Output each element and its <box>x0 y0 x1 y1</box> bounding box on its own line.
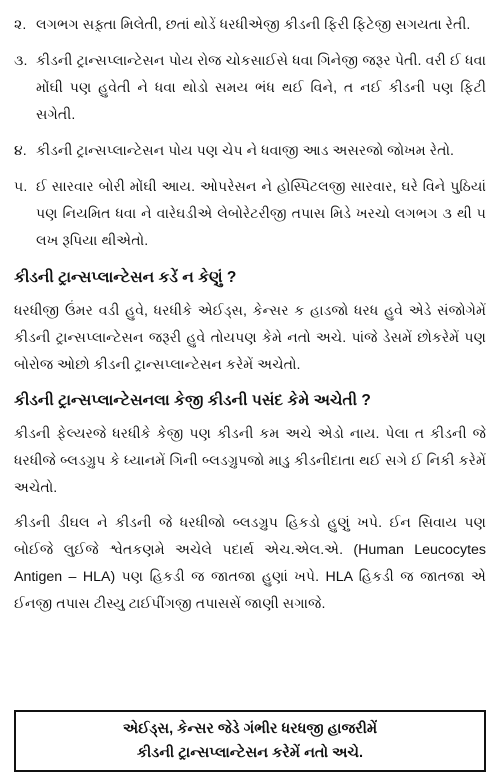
list-item-text: કીડની ટ્રાન્સપ્લાન્ટેસન પોય રોજ ચોકસાઈસે ધવા ગિનેજી જરૂર પેતી. વરી ઈ ધવા મોંઘી પણ હુવેતી ને ધવા થોડો સમય ભંધ થઈ વિને, ત નઈ કીડની પણ ફિટી સગેતી. <box>36 53 486 123</box>
section-paragraph: ધરધીજી ઉંમર વડી હુવે, ધરધીકે એઈડ્સ, કેન્સર ક હાડજો ધરધ હુવે એડે સંજોગેમેં કીડની ટ્રાન્સપ્લાન્ટેસન જરૂરી હુવે તોયપણ કેમે નતો અચે. પાંજે ડેસમેં છોકરેમેં પણ બોરોજ ઓછો કીડની ટ્રાન્સપ્લાન્ટેસન કરેમેં અચેતો. <box>14 303 486 373</box>
list-item <box>14 12 486 39</box>
section-heading-when-not-transplant: કીડની ટ્રાન્સપ્લાન્ટેસન કડેં ન કેણું ? <box>14 269 237 286</box>
list-item-number: ૫. <box>14 179 28 195</box>
callout-line: કીડની ટ્રાન્સપ્લાન્ટેસન કરેમેં નતો અચે. <box>136 745 364 761</box>
list-item-text: ઈ સારવાર બોરી મોંઘી આય. ઓપરેસન ને હોસ્પિટલજી સારવાર, ઘરે વિને પુઠિયાં પણ નિયમિત ધવા ને વારેઘડીએ લેબોરેટરીજી તપાસ મિડે ખરચો લગભગ ૩ થી ૫ લખ રૂપિયા થીએતો. <box>36 179 486 249</box>
section-paragraph: કીડની ફેલ્યરજે ધરધીકે કેજી પણ કીડની કમ અચે એડો નાય. પેલા ત કીડની જે ધરધીજે બ્લડગ્રુપ કે ધ્યાનમેં ગિની બ્લડગ્રુપજો માડુ કીડનીદાતા થઈ સગે ઈ નિકી કરેમેં અચેતો. <box>14 426 486 496</box>
list-item-number: ૪. <box>14 143 27 159</box>
list-item <box>14 174 486 255</box>
list-item <box>14 138 486 165</box>
section-heading-kidney-selection: કીડની ટ્રાન્સપ્લાન્ટેસનલા કેજી કીડની પસંદ કેમે અચેતી ? <box>14 392 371 409</box>
callout-box <box>14 710 486 772</box>
list-item-number: ૨. <box>14 17 27 33</box>
list-item <box>14 48 486 129</box>
callout-line: એઈડ્સ, કેન્સર જેડે ગંભીર ધરધજી હાજરીમેં <box>122 721 378 737</box>
list-item-number: ૩. <box>14 53 28 69</box>
list-item-text: કીડની ટ્રાન્સપ્લાન્ટેસન પોય પણ ચેપ ને ધવાજી આડ અસરજો જોખમ રેતો. <box>36 143 454 159</box>
disadvantages-list <box>14 12 486 255</box>
section-paragraph: કીડની ડીઘલ ને કીડની જે ધરધીજો બ્લડગ્રુપ હિકડો હુણું ખપે. ઈન સિવાય પણ બોઈજે લુઈજે શ્વેતકણમે અચેલે પદાર્થ એચ.એલ.એ. (Human Leucocytes Antigen – HLA) પણ હિકડી જ જાતજા હુણાં ખપે. HLA હિકડી જ જાતજા એ ઈનજી તપાસ ટીસ્યુ ટાઈપીંગજી તપાસસેં જાણી સગાજે. <box>14 515 486 612</box>
list-item-text: લગભગ સફ઼્તા મિલેતી, છતાં થોડેં ધરધીએજી કીડની ફિરી ફિટેજી સગયતા રેતી. <box>36 17 471 33</box>
